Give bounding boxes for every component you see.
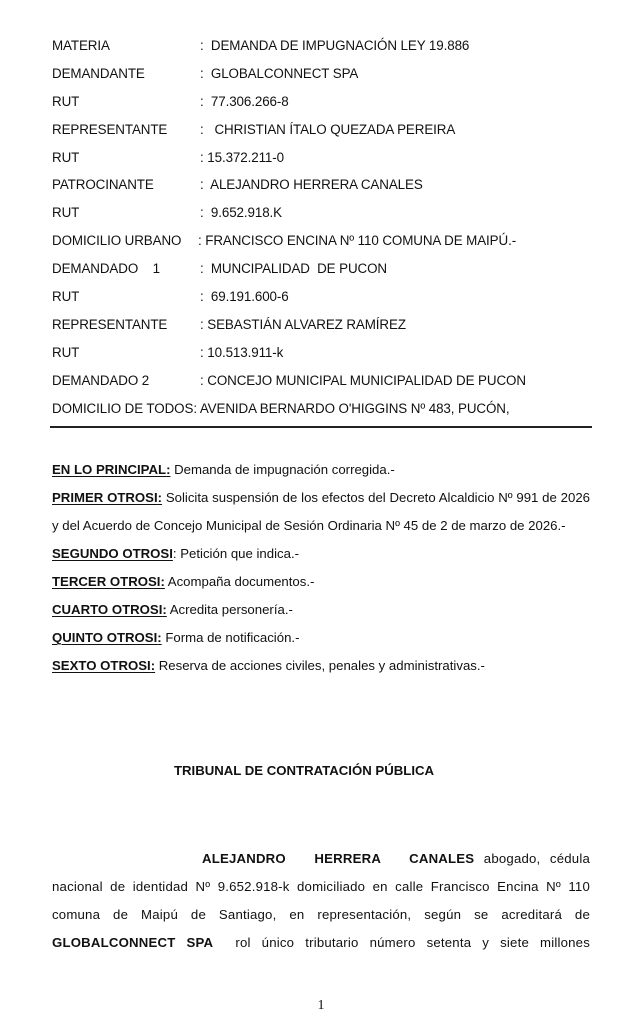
- header-row-domicilio-urbano: [52, 231, 597, 259]
- header-label: REPRESENTANTE: [52, 316, 168, 332]
- sumilla-key-text: SEXTO OTROSI: [52, 658, 151, 673]
- header-value: 9.652.918.K: [210, 205, 282, 221]
- sumilla-colon: :: [157, 630, 162, 645]
- header-value: MUNCIPALIDAD DE PUCON: [210, 261, 387, 277]
- sumilla-item-primer-otrosi: [52, 484, 590, 540]
- court-heading: [0, 763, 642, 778]
- sumilla-key: [52, 630, 162, 645]
- header-separator: :: [200, 316, 208, 332]
- header-label: RUT: [52, 289, 80, 305]
- sumilla: [52, 456, 590, 680]
- body-text-1: abogado, cédula nacional de identidad Nº 9.652.918-k domiciliado en calle Francisco Encina Nº 110 comuna de Maipú de Santiago, en representación, según se acreditará de: [52, 851, 590, 922]
- header-row-demandante: [52, 64, 597, 92]
- header-separator: :: [198, 233, 206, 249]
- header-row-domicilio-todos: [52, 399, 597, 427]
- header-separator: :: [200, 372, 208, 388]
- header-label: DOMICILIO DE TODOS: [52, 400, 194, 416]
- sumilla-key: [52, 490, 162, 505]
- sumilla-text: Demanda de impugnación corregida.-: [170, 462, 395, 477]
- header-separator: :: [200, 121, 215, 137]
- header-separator: :: [200, 344, 208, 360]
- header-row-materia: [52, 36, 597, 64]
- header-row-rut-representante: [52, 148, 597, 176]
- sumilla-key-text: EN LO PRINCIPAL: [52, 462, 167, 477]
- sumilla-colon: :: [162, 602, 167, 617]
- sumilla-text: Forma de notificación.-: [161, 630, 300, 645]
- header-row-representante: [52, 120, 597, 148]
- header-label: REPRESENTANTE: [52, 121, 168, 137]
- case-header: [52, 36, 597, 426]
- sumilla-text: Solicita suspensión de los efectos del Decreto Alcaldicio Nº 991 de 2026 y del Acuerdo de Concejo Municipal de Sesión Ordinaria Nº 45 de 2 de marzo de 2026.-: [52, 490, 590, 533]
- header-value: CONCEJO MUNICIPAL MUNICIPALIDAD DE PUCON: [207, 372, 526, 388]
- header-row-demandado-2: [52, 371, 597, 399]
- page-number: 1: [317, 998, 325, 1013]
- header-label: DEMANDADO 1: [52, 261, 160, 277]
- header-value: 15.372.211-0: [207, 149, 284, 165]
- header-label: DEMANDANTE: [52, 65, 145, 81]
- sumilla-key-text: TERCER OTROSI: [52, 574, 161, 589]
- header-label: RUT: [52, 205, 80, 221]
- header-value: DEMANDA DE IMPUGNACIÓN LEY 19.886: [210, 38, 470, 53]
- header-label: MATERIA: [52, 38, 110, 53]
- sumilla-item-tercer-otrosi: [52, 568, 590, 596]
- sumilla-text: Reserva de acciones civiles, penales y administrativas.-: [155, 658, 485, 673]
- sumilla-key-text: QUINTO OTROSI: [52, 630, 158, 645]
- sumilla-text: Petición que indica.-: [176, 546, 300, 561]
- header-separator: :: [200, 177, 211, 193]
- header-label: RUT: [52, 344, 80, 360]
- sumilla-colon: :: [166, 462, 171, 477]
- company-name: GLOBALCONNECT SPA: [52, 935, 214, 950]
- header-label: RUT: [52, 149, 80, 165]
- header-value: 10.513.911-k: [207, 344, 284, 360]
- header-value: 77.306.266-8: [210, 93, 289, 109]
- header-separator: :: [200, 289, 211, 305]
- sumilla-text: Acompaña documentos.-: [164, 574, 315, 589]
- header-row-rut-demandado-1: [52, 287, 597, 315]
- body-text-2: rol único tributario número setenta y siete millones: [213, 935, 590, 950]
- sumilla-colon: :: [160, 574, 165, 589]
- header-row-representante-demandado: [52, 315, 597, 343]
- sumilla-key: [52, 602, 167, 617]
- header-value: 69.191.600-6: [210, 289, 289, 305]
- horizontal-divider: [50, 426, 592, 428]
- header-row-rut-demandante: [52, 92, 597, 120]
- sumilla-item-cuarto-otrosi: [52, 596, 590, 624]
- sumilla-key: [52, 546, 173, 561]
- header-separator: :: [193, 400, 200, 416]
- sumilla-colon: :: [157, 490, 163, 505]
- header-separator: :: [200, 38, 211, 53]
- sumilla-item-segundo-otrosi: [52, 540, 590, 568]
- sumilla-key-text: CUARTO OTROSI: [52, 602, 163, 617]
- header-value: CHRISTIAN ÍTALO QUEZADA PEREIRA: [214, 121, 456, 137]
- header-value: ALEJANDRO HERRERA CANALES: [210, 177, 423, 193]
- header-label: RUT: [52, 93, 80, 109]
- header-label: PATROCINANTE: [52, 177, 154, 193]
- sumilla-key: [52, 574, 165, 589]
- header-separator: :: [200, 65, 211, 81]
- header-row-patrocinante: [52, 175, 597, 203]
- body-paragraph: [52, 845, 590, 957]
- header-separator: :: [200, 149, 208, 165]
- sumilla-item-principal: [52, 456, 590, 484]
- header-separator: :: [200, 93, 211, 109]
- header-row-rut-representante-demandado: [52, 343, 597, 371]
- attorney-name: ALEJANDRO HERRERA CANALES: [202, 851, 475, 866]
- header-row-demandado-1: [52, 259, 597, 287]
- header-label: DEMANDADO 2: [52, 372, 150, 388]
- header-value: AVENIDA BERNARDO O'HIGGINS Nº 483, PUCÓN,: [199, 400, 510, 416]
- sumilla-key: [52, 658, 155, 673]
- header-label: DOMICILIO URBANO: [52, 233, 182, 249]
- header-separator: :: [200, 205, 211, 221]
- header-row-rut-patrocinante: [52, 203, 597, 231]
- sumilla-key: [52, 462, 170, 477]
- sumilla-colon: :: [150, 658, 156, 673]
- header-value: FRANCISCO ENCINA Nº 110 COMUNA DE MAIPÚ.-: [205, 233, 517, 249]
- sumilla-text: Acredita personería.-: [166, 602, 293, 617]
- header-value: SEBASTIÁN ALVAREZ RAMÍREZ: [207, 316, 406, 332]
- header-value: GLOBALCONNECT SPA: [210, 65, 359, 81]
- court-heading-text: TRIBUNAL DE CONTRATACIÓN PÚBLICA: [173, 763, 435, 778]
- sumilla-colon: :: [172, 546, 177, 561]
- sumilla-item-quinto-otrosi: [52, 624, 590, 652]
- sumilla-key-text: SEGUNDO OTROSI: [52, 546, 173, 561]
- sumilla-item-sexto-otrosi: [52, 652, 590, 680]
- header-separator: :: [200, 261, 211, 277]
- sumilla-key-text: PRIMER OTROSI: [52, 490, 158, 505]
